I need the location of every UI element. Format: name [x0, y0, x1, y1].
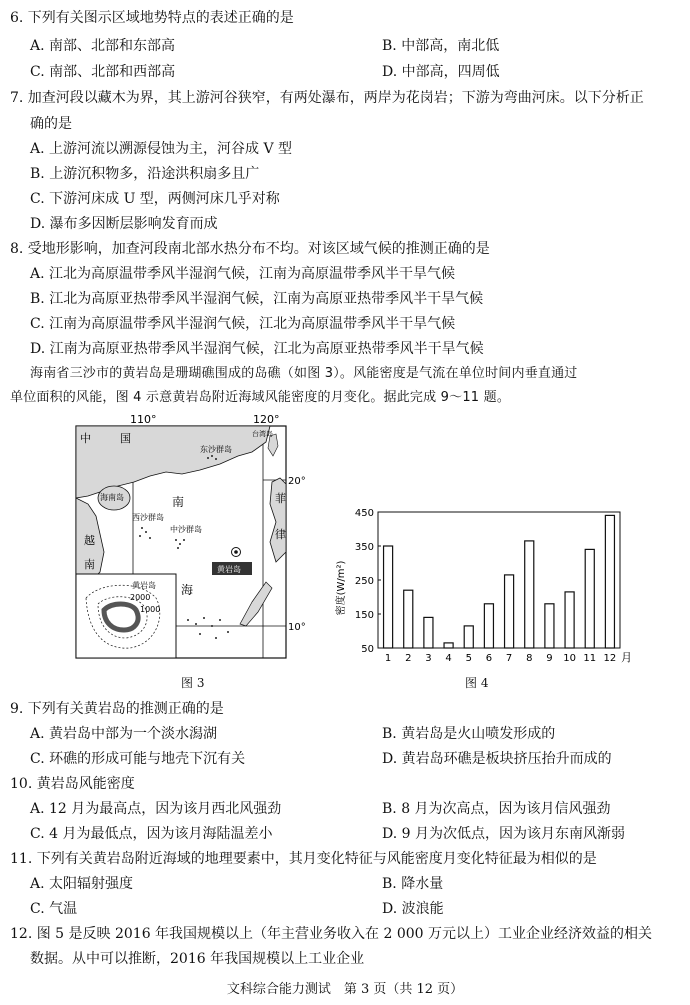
chart-bar-month-12	[605, 515, 614, 648]
hainan-label: 海南岛	[100, 493, 124, 502]
zhongsha-label: 中沙群岛	[170, 525, 202, 534]
lat-10-label: 10°	[288, 622, 306, 633]
figure3-map	[70, 412, 306, 670]
q9-option-c: C. 环礁的形成可能与地壳下沉有关	[30, 751, 246, 767]
q9-stem: 9. 下列有关黄岩岛的推测正确的是	[10, 701, 224, 717]
lon-110-label: 110°	[130, 413, 157, 426]
chart-x-tick-label: 12	[603, 653, 617, 664]
vietnam-char-1: 越	[84, 534, 95, 547]
chart-bar-month-3	[424, 617, 433, 648]
q7-stem-line2: 确的是	[30, 116, 72, 132]
q11-stem: 11. 下列有关黄岩岛附近海域的地理要素中，其月变化特征与风能密度月变化特征最为相似的是	[10, 851, 597, 867]
figure4-chart	[330, 498, 630, 670]
q6-option-a: A. 南部、北部和东部高	[30, 38, 176, 54]
q8-stem: 8. 受地形影响，加查河段南北部水热分布不均。对该区域气候的推测正确的是	[10, 241, 490, 257]
chart-x-tick-label: 4	[445, 653, 452, 664]
chart-bar-month-4	[444, 643, 453, 648]
chart-x-tick-label: 1	[384, 653, 392, 664]
figure3-caption: 图 3	[181, 676, 205, 690]
q9-option-a: A. 黄岩岛中部为一个淡水潟湖	[30, 726, 218, 742]
chart-x-tick-label: 11	[583, 653, 597, 664]
taiwan-label: 台湾岛	[252, 430, 273, 438]
chart-y-tick-label: 450	[354, 508, 374, 519]
q8-option-a: A. 江北为高原温带季风半湿润气候，江南为高原温带季风半干旱气候	[30, 266, 456, 282]
q12-stem-line2: 数据。从中可以推断，2016 年我国规模以上工业企业	[30, 951, 365, 967]
inset-title: 黄岩岛	[132, 581, 156, 590]
q8-option-d: D. 江南为高原亚热带季风半湿润气候，江北为高原亚热带季风半干旱气候	[30, 341, 484, 357]
chart-y-axis-label: 密度(W/m²)	[336, 560, 347, 616]
philippines-char-1: 菲	[275, 492, 286, 505]
inset-contour-1000: 1000	[140, 605, 161, 614]
chart-x-tick-label: 9	[546, 653, 553, 664]
chart-y-tick-label: 150	[354, 610, 374, 621]
chart-x-tick-label: 2	[405, 653, 412, 664]
chart-x-tick-label: 6	[485, 653, 493, 664]
q7-option-c: C. 下游河床成 U 型，两侧河床几乎对称	[30, 191, 280, 207]
chart-bar-month-9	[545, 604, 554, 648]
q7-option-b: B. 上游沉积物多，沿途洪积扇多且广	[30, 166, 260, 182]
china-label-2: 国	[120, 432, 131, 445]
q10-option-c: C. 4 月为最低点，因为该月海陆温差小	[30, 826, 273, 842]
chart-y-tick-label: 250	[354, 576, 374, 587]
q8-option-c: C. 江南为高原温带季风半湿润气候，江北为高原温带季风半干旱气候	[30, 316, 456, 332]
q7-stem-line1: 7. 加查河段以藏木为界，其上游河谷狭窄，有两处瀑布，两岸为花岗岩；下游为弯曲河床。以下分析正	[10, 90, 644, 106]
q11-option-d: D. 波浪能	[382, 901, 444, 917]
chart-x-axis-label: 月	[621, 651, 632, 664]
philippines-char-2: 律	[275, 528, 286, 541]
chart-x-tick-label: 10	[563, 653, 576, 664]
q8-option-b: B. 江北为高原亚热带季风半湿润气候，江南为高原亚热带季风半干旱气候	[30, 291, 484, 307]
q6-option-b: B. 中部高，南北低	[382, 38, 500, 54]
q10-option-b: B. 8 月为次高点，因为该月信风强劲	[382, 801, 611, 817]
q12-stem-line1: 12. 图 5 是反映 2016 年我国规模以上（年主营业务收入在 2 000 万元以上）工业企业经济效益的相关	[10, 926, 653, 942]
chart-bar-month-6	[484, 604, 493, 648]
q9-option-d: D. 黄岩岛环礁是板块挤压抬升而成的	[382, 751, 612, 767]
huangyan-label: 黄岩岛	[217, 565, 241, 574]
chart-x-tick-label: 5	[465, 653, 472, 664]
lon-120-label: 120°	[253, 413, 280, 426]
chart-y-tick-label: 50	[361, 644, 374, 655]
chart-bar-month-8	[525, 541, 534, 648]
vietnam-char-2: 南	[84, 558, 95, 571]
chart-bar-month-5	[464, 626, 473, 648]
intro-line2: 单位面积的风能，图 4 示意黄岩岛附近海域风能密度的月变化。据此完成 9～11 题。	[10, 390, 511, 405]
q6-stem: 6. 下列有关图示区域地势特点的表述正确的是	[10, 10, 294, 26]
chart-bar-month-1	[384, 546, 393, 648]
sea-label: 海	[181, 583, 194, 597]
q7-option-d: D. 瀑布多因断层影响发育而成	[30, 216, 218, 232]
chart-x-tick-label: 3	[425, 653, 432, 664]
q11-option-c: C. 气温	[30, 901, 78, 917]
south-label: 南	[172, 495, 185, 509]
xisha-label: 西沙群岛	[132, 513, 164, 522]
chart-x-tick-label: 8	[526, 653, 533, 664]
page-footer: 文科综合能力测试 第 3 页（共 12 页）	[226, 982, 464, 997]
inset-contour-2000: 2000	[130, 593, 151, 602]
dongsha-label: 东沙群岛	[200, 445, 232, 454]
figure4-caption: 图 4	[465, 676, 489, 690]
q10-option-a: A. 12 月为最高点，因为该月西北风强劲	[30, 801, 282, 817]
q11-option-b: B. 降水量	[382, 876, 444, 892]
chart-plot-frame	[378, 512, 620, 648]
lat-20-label: 20°	[288, 476, 306, 487]
q10-stem: 10. 黄岩岛风能密度	[10, 776, 135, 792]
inset-box	[76, 574, 176, 658]
chart-y-tick-label: 350	[354, 542, 374, 553]
intro-line1: 海南省三沙市的黄岩岛是珊瑚礁围成的岛礁（如图 3）。风能密度是气流在单位时间内垂直通过	[30, 366, 578, 381]
q7-option-a: A. 上游河流以溯源侵蚀为主，河谷成 V 型	[30, 141, 293, 157]
q9-option-b: B. 黄岩岛是火山喷发形成的	[382, 726, 556, 742]
chart-bar-month-10	[565, 592, 574, 648]
chart-x-tick-label: 7	[505, 653, 513, 664]
chart-bar-month-2	[404, 590, 413, 648]
chart-bar-month-11	[585, 549, 594, 648]
q6-option-c: C. 南部、北部和西部高	[30, 64, 176, 80]
china-label: 中	[80, 432, 91, 445]
chart-bar-month-7	[505, 575, 514, 648]
q11-option-a: A. 太阳辐射强度	[30, 876, 134, 892]
q6-option-d: D. 中部高，四周低	[382, 64, 500, 80]
q10-option-d: D. 9 月为次低点，因为该月东南风渐弱	[382, 826, 625, 842]
